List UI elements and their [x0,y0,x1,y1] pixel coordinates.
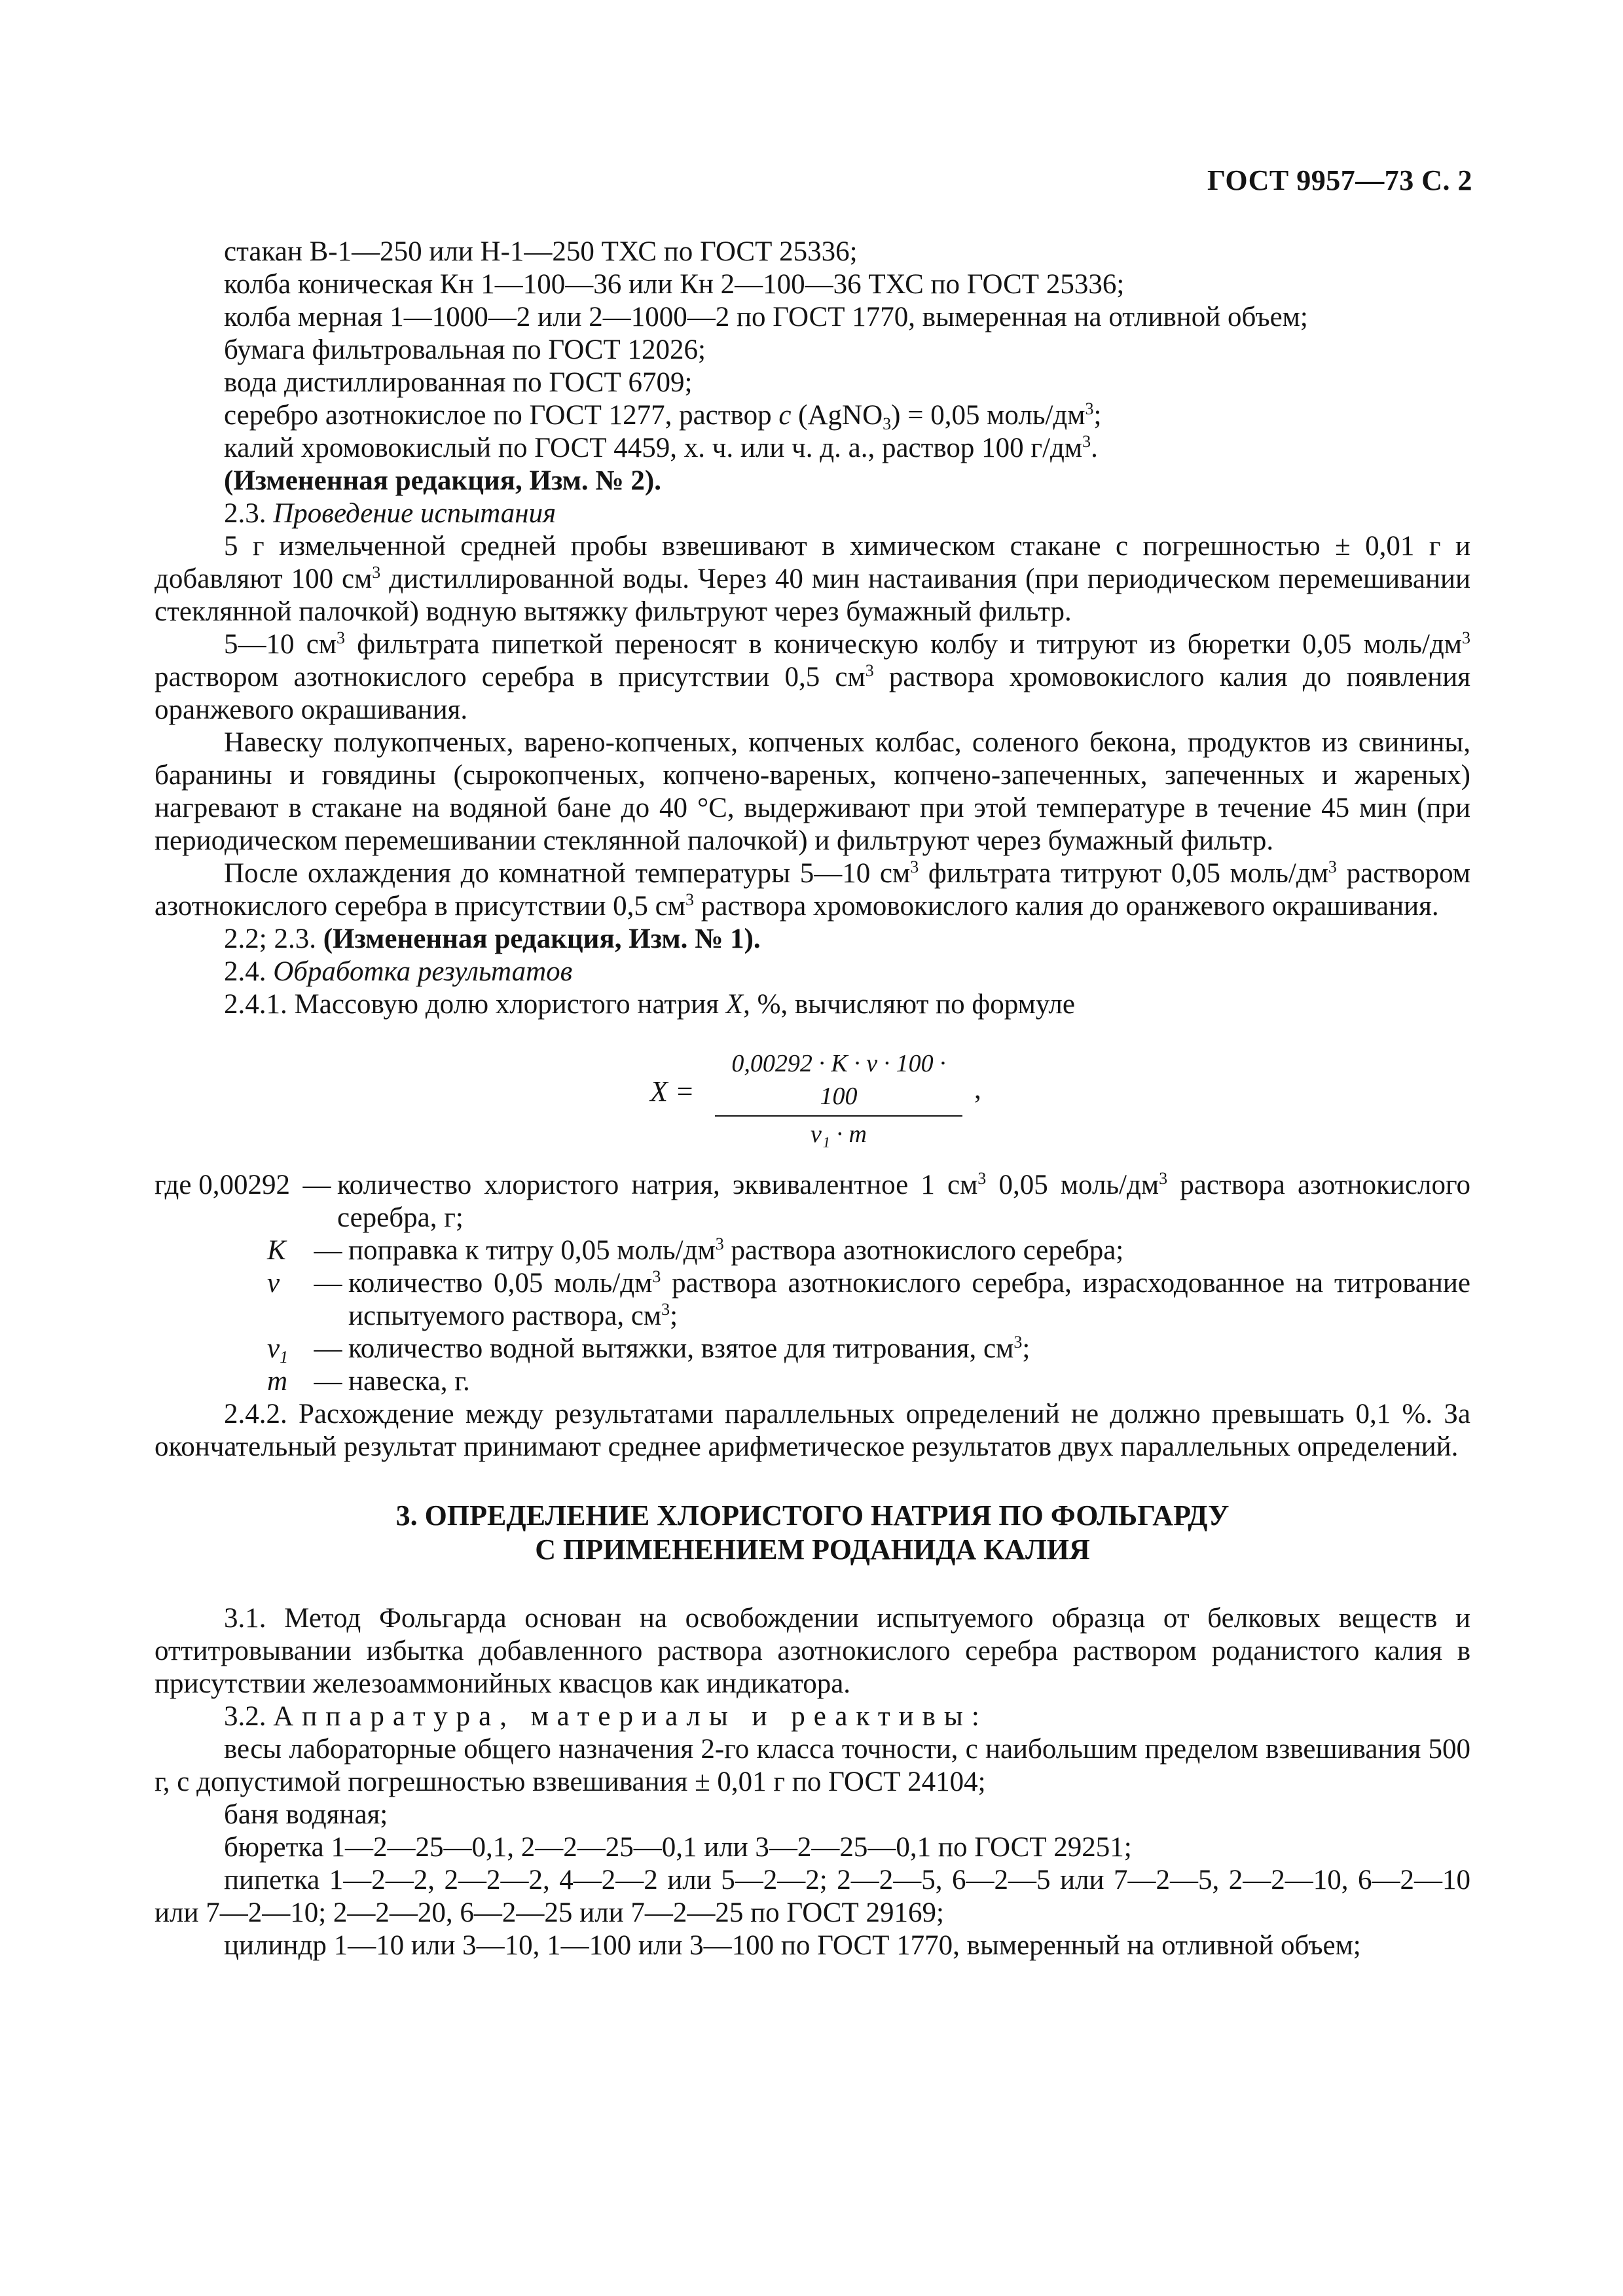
list-item: колба мерная 1—1000—2 или 2—1000—2 по ГОСТ 1770, вымеренная на отливной объем; [224,302,1308,332]
list-item: колба коническая Кн 1—100—36 или Кн 2—100—36 ТХС по ГОСТ 25336; [224,269,1125,300]
variable-definitions [155,1169,1470,1398]
definition-dash: — [302,1170,331,1200]
superscript: 3 [1085,399,1094,418]
text: 2.2; 2.3. [224,924,323,954]
text: раствором азотнокислого серебра в присутствии 0,5 см [155,858,1470,922]
text: количество хлористого натрия, эквивалентное 1 см [337,1170,978,1200]
definition-text [348,1333,1470,1365]
paragraph: 3.1. Метод Фольгарда основан на освобождении испытуемого образца от белковых веществ и оттитровывании избытка добавленного раствора азотнокислого серебра раствором роданистого калия в присутствии железоаммонийных квасцов как индикатора. [155,1603,1470,1699]
list-item-potassium-chromate [155,432,1470,465]
formula-comma: , [974,1074,981,1105]
definition-symbol: v [267,1268,280,1299]
subsection-number: 2.4. [224,956,274,987]
amendment-note [155,923,1470,956]
definition-text [337,1169,1470,1234]
superscript: 3 [1013,1333,1023,1352]
text: 0,05 моль/дм [986,1170,1159,1200]
text: ; [670,1300,678,1331]
subsection-number: 3.2. [224,1701,274,1732]
subsection-number: 2.3. [224,498,274,529]
formula-lhs: X = [650,1075,695,1107]
paragraph [155,988,1470,1021]
formula-denominator: v₁ · m [810,1121,867,1148]
subsection-title: Проведение испытания [273,498,556,529]
text: дистиллированной воды. Через 40 мин настаивания (при периодическом перемешивании стеклянной палочкой) водную вытяжку фильтруют через бумажный фильтр. [155,564,1470,627]
page-header: ГОСТ 9957—73 С. 2 [1207,164,1472,196]
definition-symbol: где 0,00292 [155,1170,290,1200]
definition-row [155,1169,1470,1234]
text: ; [1022,1333,1030,1364]
superscript: 3 [1328,857,1337,876]
paragraph: 2.4.2. Расхождение между результатами параллельных определений не должно превышать 0,1 %. За окончательный результат принимают среднее арифметическое результатов двух параллельных определений. [155,1399,1470,1462]
subsection-heading [155,956,1470,988]
definition-dash: — [314,1268,342,1299]
superscript: 3 [715,1234,724,1253]
text: раствора азотнокислого серебра, израсходованное на титрование испытуемого раствора, см [348,1268,1470,1331]
text: поправка к титру 0,05 моль/дм [348,1235,716,1266]
formula-fraction [711,1047,966,1151]
superscript: 3 [977,1169,987,1188]
paragraph [155,857,1470,923]
formula-numerator: 0,00292 · K · v · 100 · 100 [731,1050,946,1110]
paragraph [155,530,1470,628]
paragraph [155,628,1470,726]
text: фильтрата пипеткой переносят в коническую колбу и титруют из бюретки 0,05 моль/дм [345,629,1462,660]
superscript: 3 [1462,628,1470,647]
definition-text: навеска, г. [348,1366,470,1397]
section-heading-line: С ПРИМЕНЕНИЕМ РОДАНИДА КАЛИЯ [535,1534,1090,1566]
superscript: 3 [685,890,694,909]
text: раствора хромовокислого калия до оранжевого окрашивания. [693,891,1439,922]
text: (Измененная редакция, Изм. № 1). [323,924,761,954]
text: раствора хромовокислого калия до появления оранжевого окрашивания. [155,662,1471,725]
superscript: 3 [652,1267,661,1286]
subsection-heading [155,497,1470,530]
text: количество 0,05 моль/дм [348,1268,653,1299]
list-item: цилиндр 1—10 или 3—10, 1—100 или 3—100 по ГОСТ 1770, вымеренный на отливной объем; [224,1930,1361,1961]
definition-row [155,1234,1470,1267]
subsection-heading [155,1700,1470,1733]
text: (AgNO [791,400,883,431]
list-item: баня водяная; [224,1799,388,1830]
list-item: вода дистиллированная по ГОСТ 6709; [224,367,693,398]
subscript: 1 [280,1348,289,1367]
text: фильтрата титруют 0,05 моль/дм [919,858,1328,889]
subsection-title: Аппаратура, материалы и реактивы: [273,1701,988,1732]
definition-row [155,1365,1470,1398]
text: 5 г измельченной средней пробы взвешивают в химическом стакане с погрешностью ± 0,01 г и добавляют 100 см [155,531,1470,594]
text: калий хромовокислый по ГОСТ 4459, х. ч. или ч. д. а., раствор 100 г/дм [224,433,1083,463]
section-heading [155,1499,1470,1567]
superscript: 3 [865,661,874,680]
text: c [778,400,792,431]
subscript: 3 [883,414,892,433]
definition-symbol: m [267,1366,288,1397]
section-heading-line: 3. ОПРЕДЕЛЕНИЕ ХЛОРИСТОГО НАТРИЯ ПО ФОЛЬГАРДУ [395,1499,1230,1532]
definition-symbol [155,1333,308,1365]
list-item: стакан В-1—250 или Н-1—250 ТХС по ГОСТ 25336; [224,236,858,267]
text: 5—10 см [224,629,337,660]
paragraph: Навеску полукопченых, варено-копченых, копченых колбас, соленого бекона, продуктов из свинины, баранины и говядины (сырокопченых, копчено-вареных, копчено-запеченных, запеченных и жареных) нагревают в стакане на водяной бане до 40 °С, выдерживают при этой температуре в течение 45 мин (при периодическом перемешивании стеклянной палочкой) и фильтруют через бумажный фильтр. [155,727,1470,856]
subsection-title: Обработка результатов [273,956,573,987]
text: количество водной вытяжки, взятое для титрования, см [348,1333,1014,1364]
text: раствора азотнокислого серебра; [723,1235,1124,1266]
document-body [155,236,1470,1962]
superscript: 3 [372,563,381,582]
list-item: пипетка 1—2—2, 2—2—2, 4—2—2 или 5—2—2; 2—2—5, 6—2—5 или 7—2—5, 2—2—10, 6—2—10 или 7—2—10; 2—2—20, 6—2—25 или 7—2—25 по ГОСТ 29169; [155,1865,1470,1928]
text: После охлаждения до комнатной температуры 5—10 см [224,858,911,889]
formula [155,1047,1470,1164]
superscript: 3 [337,628,346,647]
definition-symbol: K [267,1235,286,1266]
superscript: 3 [910,857,919,876]
text: . [1091,433,1098,463]
text: , %, вычисляют по формуле [743,989,1075,1020]
definition-dash: — [314,1333,342,1364]
text: раствора азотнокислого серебра, г; [337,1170,1471,1233]
list-item: весы лабораторные общего назначения 2-го класса точности, с наибольшим пределом взвешивания 500 г, с допустимой погрешностью взвешивания ± 0,01 г по ГОСТ 24104; [155,1734,1470,1797]
superscript: 3 [1159,1169,1168,1188]
superscript: 3 [661,1300,670,1319]
list-item: бумага фильтровальная по ГОСТ 12026; [224,334,706,365]
definition-row [155,1333,1470,1365]
text: 2.4.1. Массовую долю хлористого натрия [224,989,726,1020]
list-item: бюретка 1—2—25—0,1, 2—2—25—0,1 или 3—2—25—0,1 по ГОСТ 29251; [224,1832,1132,1863]
text: v [267,1333,280,1364]
list-item-silver-nitrate [155,399,1470,432]
text: серебро азотнокислое по ГОСТ 1277, раствор [224,400,779,431]
text: раствором азотнокислого серебра в присутствии 0,5 см [155,662,866,692]
definition-dash: — [314,1366,342,1397]
definition-text [348,1267,1470,1333]
definition-row [155,1267,1470,1333]
text: ; [1093,400,1102,431]
amendment-note: (Измененная редакция, Изм. № 2). [224,465,661,496]
text: X [725,989,744,1020]
text: ) = 0,05 моль/дм [891,400,1085,431]
definition-text [348,1234,1470,1267]
superscript: 3 [1082,432,1091,451]
definition-dash: — [314,1235,342,1266]
